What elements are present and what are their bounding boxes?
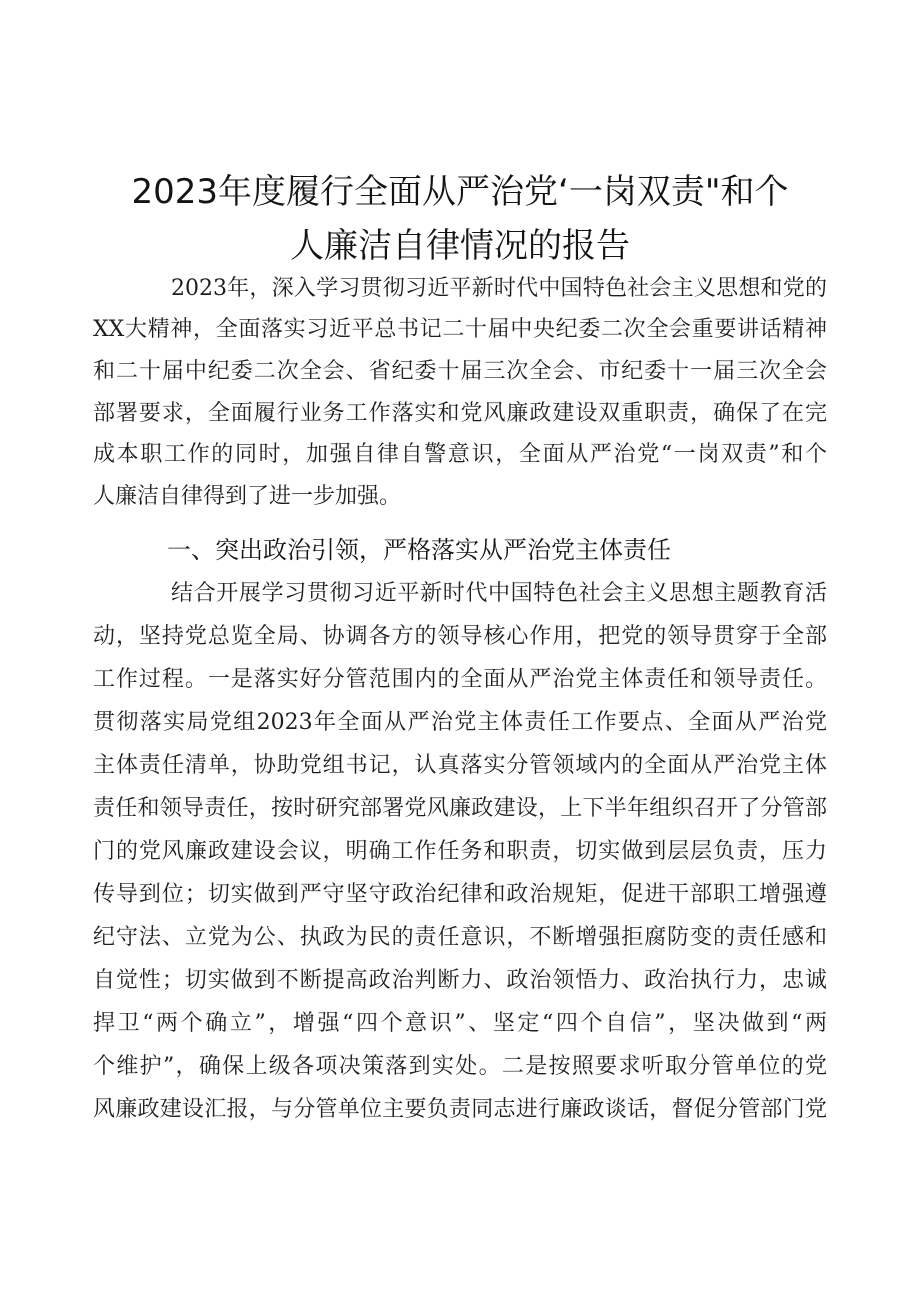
section-1-heading: 一、突出政治引领，严格落实从严治党主体责任	[167, 536, 671, 564]
paragraph-2-line-9: 纪守法、立党为公、执政为民的责任意识，不断增强拒腐防变的责任感和	[93, 925, 827, 950]
paragraph-2-line-12: 个维护”，确保上级各项决策落到实处。二是按照要求听取分管单位的党	[93, 1054, 827, 1079]
paragraph-2-line-6: 责任和领导责任，按时研究部署党风廉政建设，上下半年组织召开了分管部	[93, 796, 827, 821]
report-title-line-1: 2023年度履行全面从严治党‘一岗双责"和个	[131, 172, 789, 212]
paragraph-2-line-2: 动，坚持党总览全局、协调各方的领导核心作用，把党的领导贯穿于全部	[93, 624, 827, 649]
paragraph-2-line-7: 门的党风廉政建设会议，明确工作任务和职责，切实做到层层负责，压力	[93, 839, 827, 864]
paragraph-1-line-4: 部署要求，全面履行业务工作落实和党风廉政建设双重职责，确保了在完	[93, 401, 827, 426]
paragraph-1-line-3: 和二十届中纪委二次全会、省纪委十届三次全会、市纪委十一届三次全会	[93, 359, 827, 384]
paragraph-2-line-10: 自觉性；切实做到不断提高政治判断力、政治领悟力、政治执行力，忠诚	[93, 968, 827, 993]
paragraph-2-line-5: 主体责任清单，协助党组书记，认真落实分管领域内的全面从严治党主体	[93, 753, 827, 778]
report-title-line-2: 人廉洁自律情况的报告	[290, 226, 630, 266]
paragraph-1-line-1: 2023年，深入学习贯彻习近平新时代中国特色社会主义思想和党的	[171, 276, 827, 301]
paragraph-2-line-4: 贯彻落实局党组2023年全面从严治党主体责任工作要点、全面从严治党	[93, 710, 827, 735]
paragraph-1-line-6: 人廉洁自律得到了进一步加强。	[93, 484, 402, 509]
paragraph-2-line-13: 风廉政建设汇报，与分管单位主要负责同志进行廉政谈话，督促分管部门党	[93, 1097, 827, 1122]
paragraph-1-line-5: 成本职工作的同时，加强自律自警意识，全面从严治党“一岗双责”和个	[93, 442, 827, 467]
paragraph-2-line-3: 工作过程。一是落实好分管范围内的全面从严治党主体责任和领导责任。	[93, 667, 827, 692]
paragraph-2-line-8: 传导到位；切实做到严守坚守政治纪律和政治规矩，促进干部职工增强遵	[93, 882, 827, 907]
paragraph-1-line-2: XX大精神，全面落实习近平总书记二十届中央纪委二次全会重要讲话精神	[93, 317, 827, 342]
paragraph-2-line-11: 捍卫“两个确立”，增强“四个意识”、坚定“四个自信”，坚决做到“两	[93, 1011, 827, 1036]
paragraph-2-line-1: 结合开展学习贯彻习近平新时代中国特色社会主义思想主题教育活	[171, 581, 827, 606]
